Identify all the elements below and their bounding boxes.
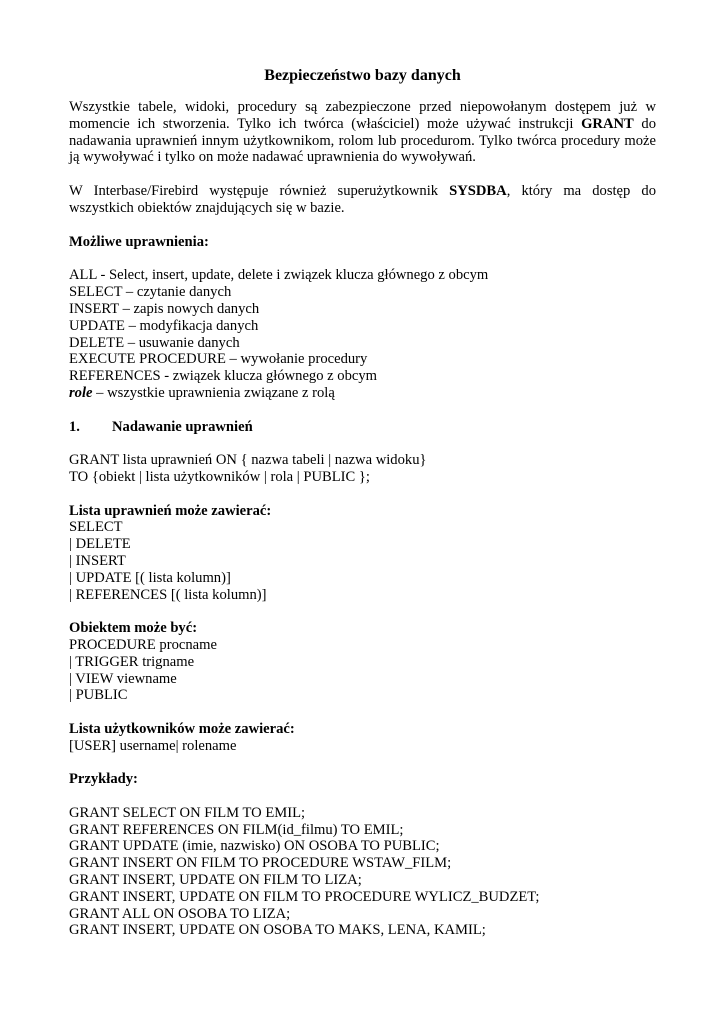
role-keyword: role	[69, 384, 93, 401]
privilege-list-item: | UPDATE [( lista kolumn)]	[69, 569, 231, 586]
syntax-line: GRANT lista uprawnień ON { nazwa tabeli | nazwa widoku}	[69, 452, 427, 469]
spacer	[69, 251, 656, 268]
intro-paragraph-2	[69, 183, 656, 217]
spacer	[69, 603, 656, 620]
example-line: GRANT UPDATE (imie, nazwisko) ON OSOBA TO PUBLIC;	[69, 838, 440, 855]
privilege-list-item: | INSERT	[69, 552, 126, 569]
spacer	[69, 788, 656, 805]
permission-item-role	[69, 385, 656, 402]
object-item: PROCEDURE procname	[69, 636, 217, 653]
permission-item: INSERT – zapis nowych danych	[69, 300, 260, 317]
example-line: GRANT REFERENCES ON FILM(id_filmu) TO EMIL;	[69, 821, 404, 838]
section-number: 1.	[69, 418, 80, 435]
permission-item: DELETE – usuwanie danych	[69, 334, 240, 351]
object-item: | VIEW viewname	[69, 670, 177, 687]
intro-p1-text-a: Wszystkie tabele, widoki, procedury są zabezpieczone przed niepowołanym dostępem już w momencie ich stworzenia. Tylko ich twórca (właściciel) może używać instrukcji	[69, 99, 656, 132]
intro-p1-text-b: do nadawania uprawnień innym użytkownikom, rolom lub procedurom. Tylko twórca procedury może ją wywoływać i tylko on może nadawać uprawnienia do wywoływań.	[69, 115, 656, 166]
permission-item: SELECT – czytanie danych	[69, 284, 232, 301]
intro-p2-text-b: , który ma dostęp do wszystkich obiektów znajdujących się w bazie.	[69, 183, 656, 216]
users-item: [USER] username| rolename	[69, 737, 237, 754]
spacer	[69, 435, 656, 452]
permission-item: REFERENCES - związek klucza głównego z obcym	[69, 368, 378, 385]
privilege-list-item: | DELETE	[69, 536, 131, 553]
users-heading: Lista użytkowników może zawierać:	[69, 720, 295, 737]
role-description: – wszystkie uprawnienia związane z rolą	[92, 384, 335, 401]
permission-item: ALL - Select, insert, update, delete i związek klucza głównego z obcym	[69, 267, 489, 284]
object-item: | TRIGGER trigname	[69, 653, 195, 670]
permission-item: EXECUTE PROCEDURE – wywołanie procedury	[69, 351, 368, 368]
spacer	[69, 486, 656, 503]
example-line: GRANT INSERT, UPDATE ON FILM TO PROCEDURE WYLICZ_BUDZET;	[69, 888, 540, 905]
example-line: GRANT INSERT, UPDATE ON FILM TO LIZA;	[69, 872, 362, 889]
spacer	[69, 402, 656, 419]
privilege-list-item: SELECT	[69, 519, 123, 536]
section-title: Nadawanie uprawnień	[112, 418, 253, 435]
section-1-heading	[69, 419, 656, 436]
document-page	[69, 66, 656, 939]
object-heading: Obiektem może być:	[69, 620, 198, 637]
example-line: GRANT INSERT, UPDATE ON OSOBA TO MAKS, LENA, KAMIL;	[69, 922, 486, 939]
grant-keyword: GRANT	[581, 115, 634, 132]
object-item: | PUBLIC	[69, 687, 128, 704]
example-line: GRANT INSERT ON FILM TO PROCEDURE WSTAW_FILM;	[69, 855, 452, 872]
spacer	[69, 704, 656, 721]
document-title: Bezpieczeństwo bazy danych	[264, 67, 461, 84]
intro-paragraph-1	[69, 99, 656, 166]
syntax-line: TO {obiekt | lista użytkowników | rola | PUBLIC };	[69, 468, 370, 485]
intro-p2-text-a: W Interbase/Firebird występuje również superużytkownik	[69, 183, 450, 200]
sysdba-keyword: SYSDBA	[449, 183, 507, 200]
privilege-list-item: | REFERENCES [( lista kolumn)]	[69, 586, 267, 603]
permissions-heading: Możliwe uprawnienia:	[69, 233, 209, 250]
spacer	[69, 754, 656, 771]
permission-item: UPDATE – modyfikacja danych	[69, 317, 259, 334]
example-line: GRANT SELECT ON FILM TO EMIL;	[69, 804, 306, 821]
example-line: GRANT ALL ON OSOBA TO LIZA;	[69, 905, 291, 922]
examples-heading: Przykłady:	[69, 771, 138, 788]
privilege-list-heading: Lista uprawnień może zawierać:	[69, 502, 272, 519]
